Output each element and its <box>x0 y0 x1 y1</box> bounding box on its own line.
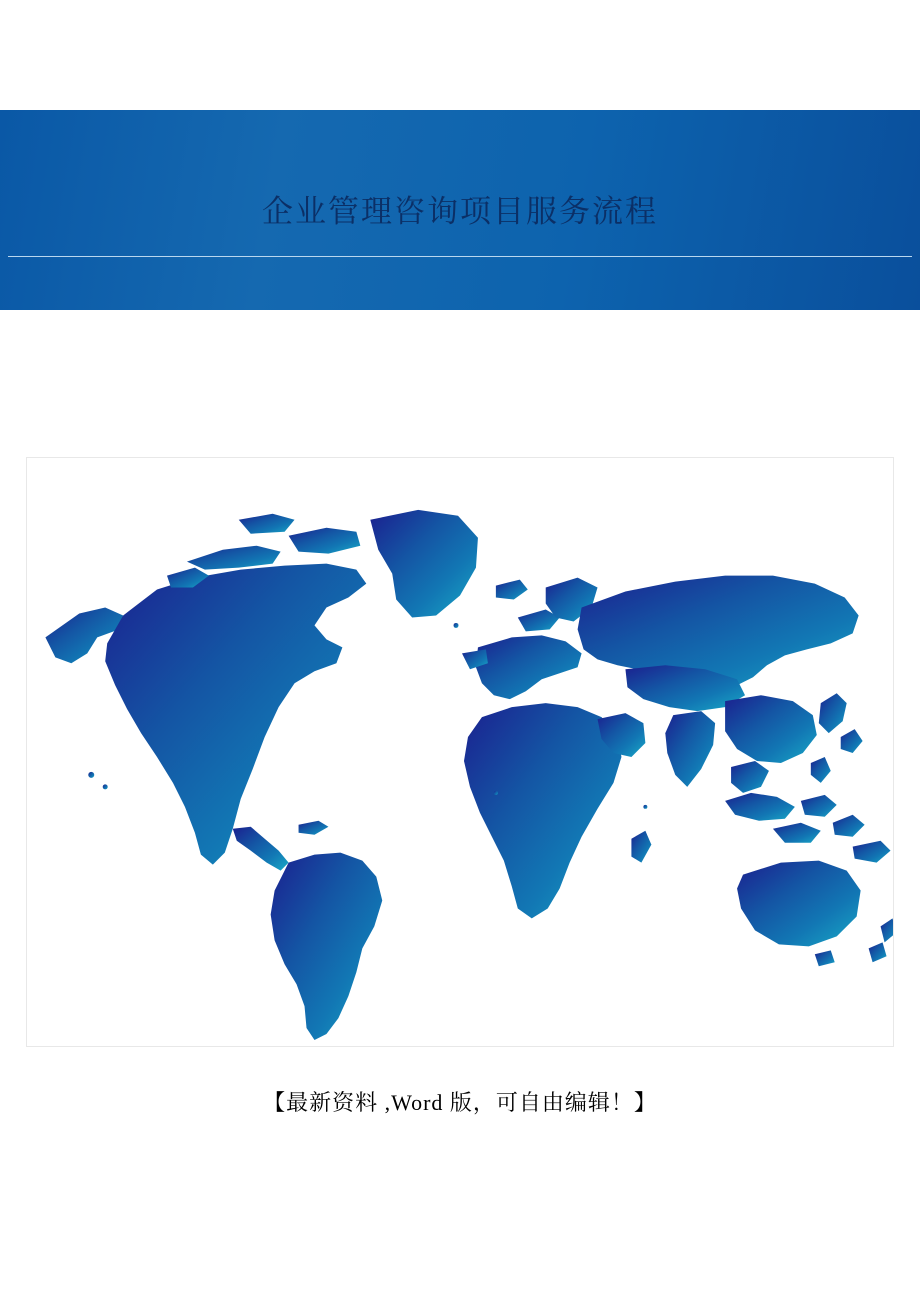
page-title: 企业管理咨询项目服务流程 <box>262 194 658 229</box>
title-banner <box>0 110 920 310</box>
banner-divider <box>8 256 912 257</box>
document-caption: 【最新资料 ,Word 版，可自由编辑！】 <box>263 1090 657 1115</box>
world-map-figure <box>26 457 894 1047</box>
world-map-icon <box>27 458 893 1046</box>
